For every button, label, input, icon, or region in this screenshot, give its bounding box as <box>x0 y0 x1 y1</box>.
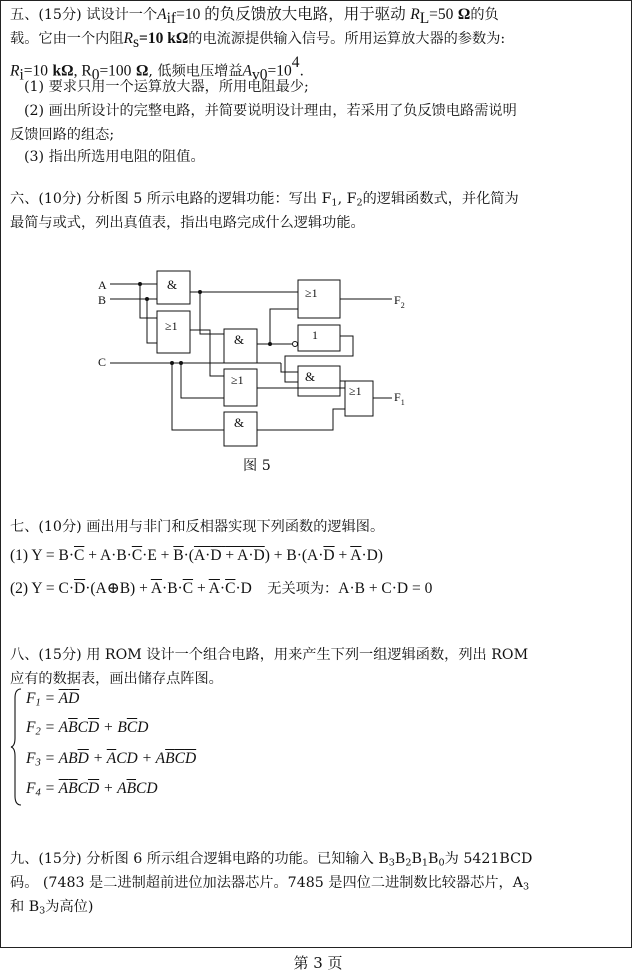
output-label-f1: $F_1$ <box>394 390 405 407</box>
wire-a <box>110 284 157 318</box>
q8-f1: $F_1 = \overline{A}\overline{D}$ <box>26 690 80 709</box>
q6-line2: 最简与或式，列出真值表，指出电路完成什么逻辑功能。 <box>10 215 365 231</box>
q5-line2: 载。它由一个内阻$R_s=10$ kΩ的电流源提供输入信号。所用运算放大器的参数为: <box>10 30 506 51</box>
gate-and-3-symbol: & <box>234 415 245 430</box>
gate-not-1-symbol: 1 <box>312 328 318 342</box>
input-label-c: C <box>98 355 107 369</box>
q8-f4: $F_4 = \overline{A}\overline{B}C\overline{D} + A\overline{B}CD$ <box>26 780 158 799</box>
wire-and3-out <box>257 409 345 430</box>
wire-or2-out <box>257 387 345 388</box>
q8-brace <box>10 688 22 806</box>
q5-item3: (3) 指出所选用电阻的阻值。 <box>24 149 205 165</box>
q8-f2: $F_2 = A\overline{B}C\overline{D} + B\overline{C}D$ <box>26 719 149 738</box>
wire-not-out <box>285 336 353 382</box>
q5-item1: (1) 要求只用一个运算放大器，所用电阻最少; <box>24 79 309 95</box>
q5-line1: 五、(15分) 试设计一个$A_{if}=10$ 的负反馈放大电路，用于驱动 $R_L=50$ Ω的负 <box>10 6 499 27</box>
q5-line3: $R_i=10$ kΩ, $R_0=100$ Ω, 低频电压增益$A_{v0}=10^4$. <box>10 54 305 84</box>
gate-not-1 <box>298 325 340 351</box>
wire-and2-out <box>257 309 298 344</box>
gate-or-2-symbol: ≥1 <box>231 373 244 387</box>
q5-item2-cont: 反馈回路的组态; <box>10 127 115 143</box>
q8-f3: $F_3 = AB\overline{D} + \overline{A}CD + A\overline{B}\overline{C}\overline{D}$ <box>26 750 197 769</box>
wire-b <box>110 299 157 343</box>
output-label-f2: $F_2$ <box>394 293 405 310</box>
gate-or-3-symbol: ≥1 <box>305 286 318 300</box>
gate-or-1-symbol: ≥1 <box>165 319 178 333</box>
wire-c <box>110 363 298 430</box>
q9-line3: 和 $B_3$为高位) <box>10 899 94 917</box>
figure5-caption: 图 5 <box>243 458 271 474</box>
q8-line1: 八、(15分) 用 ROM 设计一个组合电路，用来产生下列一组逻辑函数，列出 ROM <box>10 647 529 663</box>
q7-line1: 七、(10分) 画出用与非门和反相器实现下列函数的逻辑图。 <box>10 519 385 535</box>
q7-formula-2: (2) $Y = C\cdot\overline{D}\cdot(A\oplus B) + \overline{A}\cdot B\cdot\overline{C} + \overline{A}\cdot\overline{C}\cdot D$ 无关项为：A·B + C·D = 0 <box>10 580 433 597</box>
q7-formula-1: (1) $Y = B\cdot\overline{C} + A\cdot B\cdot\overline{C}\cdot E + \overline{B}\cdot(A\cdot D + A\cdot D) + B\cdot(A\cdot\overline{D} + \overline{A}\cdot D)$ <box>10 547 383 564</box>
q8-line2: 应有的数据表，画出储存点阵图。 <box>10 671 223 687</box>
gate-and-1-symbol: & <box>167 277 178 292</box>
input-label-a: A <box>98 278 107 292</box>
gate-and-2-symbol: & <box>234 332 245 347</box>
wire-and1-out <box>190 292 298 334</box>
q5-item2: (2) 画出所设计的完整电路，并简要说明设计理由，若采用了负反馈电路需说明 <box>24 103 517 119</box>
input-label-b: B <box>98 293 107 307</box>
q6-line1: 六、(10分) 分析图 5 所示电路的逻辑功能：写出 $F_1$, $F_2$的逻辑函数式，并化简为 <box>10 191 519 209</box>
gate-and-4-symbol: & <box>305 369 316 384</box>
page-number: 第 3 页 <box>293 954 343 972</box>
q9-line2: 码。 (7483 是二进制超前进位加法器芯片。7485 是四位二进制数比较器芯片，$A_3$ <box>10 875 530 893</box>
gate-or-4-symbol: ≥1 <box>349 384 362 398</box>
not-bubble <box>293 342 298 347</box>
wire-or1-out <box>190 330 224 376</box>
q9-line1: 九、(15分) 分析图 6 所示组合逻辑电路的功能。已知输入 $B_3B_2B_1B_0$为 5421BCD <box>10 851 533 869</box>
